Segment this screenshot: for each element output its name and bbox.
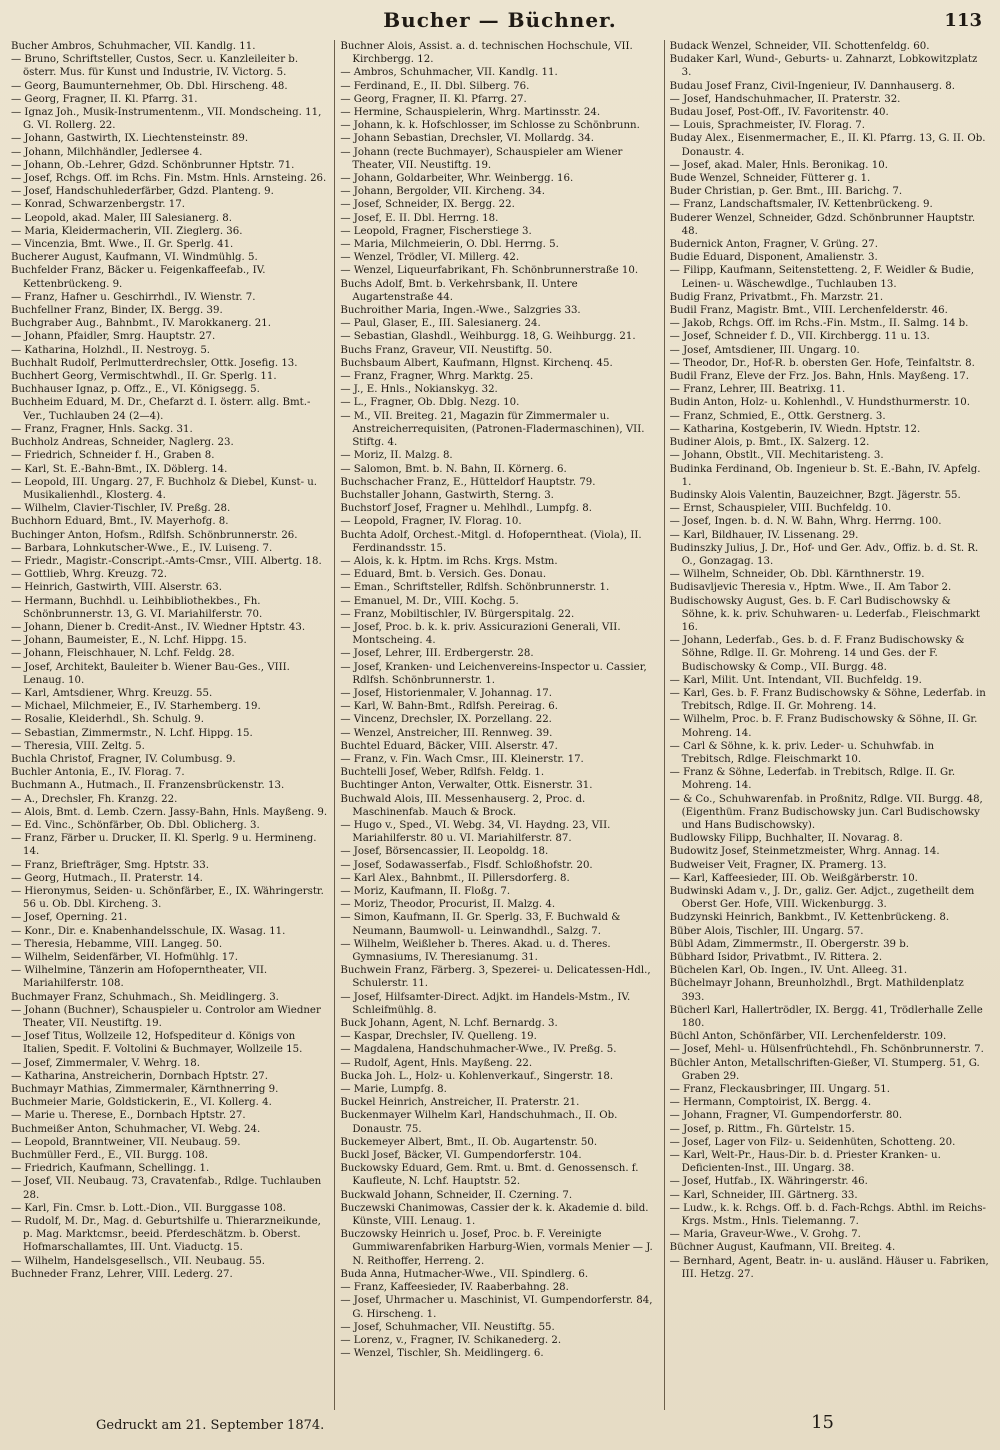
directory-entry: Buchwald Alois, III. Messenhauserg. 2, Proc. d. Maschinenfab. Mauch & Brock. (340, 793, 586, 818)
directory-entry: — Josef, Kranken- und Leichenvereins-Inspector u. Cassier, Rdlfsh. Schönbrunnerstr. 1. (340, 661, 647, 686)
directory-entry: Buchtel Eduard, Bäcker, VIII. Alserstr. 47. (340, 740, 558, 752)
directory-entry: — Franz, Fragner, Hnls. Sackg. 31. (11, 423, 193, 435)
directory-entry: — Maria, Milchmeierin, O. Dbl. Herrng. 5. (340, 239, 559, 251)
directory-entry: Büchl Anton, Schönfärber, VII. Lerchenfelderstr. 109. (669, 1031, 947, 1043)
directory-entry: — Theodor, Dr., Hof-R. b. obersten Ger. Hofe, Teinfaltstr. 8. (669, 357, 975, 369)
directory-entry: Bude Wenzel, Schneider, Fütterer g. 1. (669, 173, 871, 185)
directory-entry: — Franz, Fleckausbringer, III. Ungarg. 51. (669, 1084, 890, 1096)
page-number: 113 (944, 10, 982, 31)
directory-entry: — Josef, Mehl- u. Hülsenfrüchtehdl., Fh. Schönbrunnerstr. 7. (669, 1044, 984, 1056)
directory-entry: Buchla Christof, Fragner, IV. Columbusg. 9. (11, 753, 236, 765)
directory-entry: — Paul, Glaser, E., III. Salesianerg. 24. (340, 318, 541, 330)
directory-entry: — Josef, Architekt, Bauleiter b. Wiener Bau-Ges., VIII. Lenaug. 10. (11, 661, 290, 686)
directory-entry: — Franz, Briefträger, Smg. Hptstr. 33. (11, 859, 209, 871)
directory-entry: — Wilhelm, Seidenfärber, VI. Hofmühlg. 17. (11, 952, 238, 964)
directory-entry: — Karl Alex., Bahnbmt., II. Pillersdorferg. 8. (340, 872, 570, 884)
directory-entry: — Josef, Lager von Filz- u. Seidenhüten, Schotteng. 20. (669, 1136, 956, 1148)
directory-entry: — Johann, Pfaidler, Smrg. Hauptstr. 27. (11, 331, 216, 343)
directory-entry: — Josef, Operning. 21. (11, 912, 128, 924)
directory-entry: — Hermann, Comptoirist, IX. Bergg. 4. (669, 1097, 872, 1109)
directory-entry: — Friedrich, Schneider f. H., Graben 8. (11, 450, 215, 462)
running-head (8, 6, 992, 40)
directory-entry: — Magdalena, Handschuhmacher-Wwe., IV. Preßg. 5. (340, 1044, 617, 1056)
directory-entry: — Karl, Kaffeesieder, III. Ob. Weißgärberstr. 10. (669, 872, 918, 884)
directory-entry: Buchheim Eduard, M. Dr., Chefarzt d. I. österr. allg. Bmt.-Ver., Tuchlauben 24 (2—4). (11, 397, 311, 422)
directory-entry: — Franz, Fragner, Whrg. Marktg. 25. (340, 371, 534, 383)
directory-entry: — Friedr., Magistr.-Conscript.-Amts-Cmsr., VIII. Albertg. 18. (11, 555, 322, 567)
directory-entry: — Moriz, Theodor, Procurist, II. Malzg. 4. (340, 899, 556, 911)
directory-entry: Budweiser Veit, Fragner, IX. Pramerg. 13. (669, 859, 887, 871)
directory-entry: Buckwald Johann, Schneider, II. Czerning. 7. (340, 1189, 573, 1201)
directory-entry: Büchler Anton, Metallschriften-Gießer, VI. Stumperg. 51, G. Graben 29. (669, 1057, 980, 1082)
directory-entry: — Vincenz, Drechsler, IX. Porzellang. 22. (340, 714, 552, 726)
directory-entry: Buckowsky Eduard, Gem. Rmt. u. Bmt. d. Genossensch. f. Kaufleute, N. Lchf. Hauptstr. 52. (340, 1163, 639, 1188)
directory-entry: — Katharina, Anstreicherin, Dornbach Hptstr. 27. (11, 1070, 269, 1082)
directory-entry: Bücherl Karl, Hallertrödler, IX. Bergg. 41, Trödlerhalle Zelle 180. (669, 1004, 983, 1030)
directory-entry: Buckl Josef, Bäcker, VI. Gumpendorferstr. 104. (340, 1150, 582, 1162)
directory-entry: Buchroither Maria, Ingen.-Wwe., Salzgries 33. (340, 305, 581, 317)
directory-entry: — J., E. Hnls., Nokianskyg. 32. (340, 384, 498, 396)
directory-entry: — Rudolf, Agent, Hnls. Mayßeng. 22. (340, 1057, 533, 1069)
directory-entry: — Lorenz, v., Fragner, IV. Schikanederg. 2. (340, 1334, 562, 1346)
directory-entry: — Franz, Kaffeesieder, IV. Raaberbahng. 28. (340, 1282, 569, 1294)
directory-entry: Buchhauser Ignaz, p. Offz., E., VI. Königsegg. 5. (11, 384, 260, 396)
directory-entry: Buchfellner Franz, Binder, IX. Bergg. 39. (11, 305, 223, 317)
directory-entry: Budiner Alois, p. Bmt., IX. Salzerg. 12. (669, 437, 870, 449)
directory-entry: Buchmüller Ferd., E., VII. Burgg. 108. (11, 1150, 208, 1162)
directory-entry: — Josef, Sodawasserfab., Flsdf. Schloßhofstr. 20. (340, 859, 593, 871)
directory-entry: — Josef, Historienmaler, V. Johannag. 17. (340, 687, 552, 699)
directory-entry: — Alois, Bmt. d. Lemb. Czern. Jassy-Bahn, Hnls. Mayßeng. 9. (11, 806, 328, 818)
directory-entry: — Josef, akad. Maler, Hnls. Beronikag. 10. (669, 159, 888, 171)
directory-entry: — Franz, Lehrer, III. Beatrixg. 11. (669, 384, 846, 396)
directory-entry: — Simon, Kaufmann, II. Gr. Sperlg. 33, F. Buchwald & Neumann, Baumwoll- u. Leinwandhdl., Salzg. 7. (340, 912, 621, 937)
directory-entry: — Franz & Söhne, Lederfab. in Trebitsch, Rdlge. II. Gr. Mohreng. 14. (669, 767, 956, 792)
directory-entry: Buchsbaum Albert, Kaufmann, Hlgnst. Kirchenq. 45. (340, 357, 613, 369)
directory-entry: Budernick Anton, Fragner, V. Grüng. 27. (669, 239, 878, 251)
directory-entry: — Josef, Börsencassier, II. Leopoldg. 18. (340, 846, 549, 858)
directory-entry: — Salomon, Bmt. b. N. Bahn, II. Körnerg. 6. (340, 463, 567, 475)
directory-entry: — Leopold, Branntweiner, VII. Neubaug. 59. (11, 1136, 241, 1148)
directory-entry: — Karl, Schneider, III. Gärtnerg. 33. (669, 1189, 858, 1201)
directory-entry: Büchelmayr Johann, Breunholzhdl., Brgt. Mathildenplatz 393. (669, 978, 964, 1003)
directory-entry: Buchgraber Aug., Bahnbmt., IV. Marokkanerg. 21. (11, 318, 271, 330)
directory-entry: — Johann (Buchner), Schauspieler u. Controlor am Wiedner Theater, VII. Neustiftg. 19. (11, 1004, 321, 1030)
directory-entry: Bübhard Isidor, Privatbmt., IV. Rittera. 2. (669, 952, 883, 964)
directory-entry: — Heinrich, Gastwirth, VIII. Alserstr. 63. (11, 582, 222, 594)
directory-entry: — Franz, Färber u. Drucker, II. Kl. Sperlg. 9 u. Hermineng. 14. (11, 833, 317, 858)
directory-entry: — Johann, Goldarbeiter, Whr. Weinbergg. 16. (340, 173, 574, 185)
directory-entry: — Friedrich, Kaufmann, Schellingg. 1. (11, 1163, 210, 1175)
directory-entry: Buchta Adolf, Orchest.-Mitgl. d. Hofoperntheat. (Viola), II. Ferdinandsstr. 15. (340, 529, 642, 554)
directory-entry: — Moriz, II. Malzg. 8. (340, 450, 453, 462)
directory-entry: Budinsky Alois Valentin, Bauzeichner, Bzgt. Jägerstr. 55. (669, 489, 961, 501)
directory-entry: — Ernst, Schauspieler, VIII. Buchfeldg. 10. (669, 503, 892, 515)
directory-entry: — Josef, Handschuhlederfärber, Gdzd. Planteng. 9. (11, 186, 274, 198)
directory-entry: — Josef, p. Rittm., Fh. Gürtelstr. 15. (669, 1123, 855, 1135)
directory-entry: Buchtelli Josef, Weber, Rdlfsh. Feldg. 1. (340, 767, 545, 779)
directory-entry: — Sebastian, Glashdl., Weihburgg. 18, G. Weihburgg. 21. (340, 331, 636, 343)
directory-entry: — Johann, Fragner, VI. Gumpendorferstr. 80. (669, 1110, 903, 1122)
directory-entry: — Georg, Fragner, II. Kl. Pfarrg. 31. (11, 93, 198, 105)
directory-entry: — Johann, Bergolder, VII. Kircheng. 34. (340, 186, 545, 198)
directory-entry: — Maria, Kleidermacherin, VII. Zieglerg. 36. (11, 225, 243, 237)
directory-entry: — Louis, Sprachmeister, IV. Florag. 7. (669, 120, 865, 132)
directory-entry: Buchner Alois, Assist. a. d. technischen Hochschule, VII. Kirchbergg. 12. (340, 41, 633, 66)
directory-entry: Buchfelder Franz, Bäcker u. Feigenkaffeefab., IV. Kettenbrückeng. 9. (11, 265, 266, 290)
directory-entry: Buckemeyer Albert, Bmt., II. Ob. Augartenstr. 50. (340, 1136, 598, 1148)
directory-entry: — & Co., Schuhwarenfab. in Proßnitz, Rdlge. VII. Burgg. 48, (Eigenthüm. Franz Budischowsky jun. Carl Budischowsky und Hans Budischowsky). (669, 793, 983, 831)
directory-entry: Budin Anton, Holz- u. Kohlenhdl., V. Hundsthurmerstr. 10. (669, 397, 970, 409)
directory-entry: Budack Wenzel, Schneider, VII. Schottenfeldg. 60. (669, 41, 930, 52)
directory-entry: Büchelen Karl, Ob. Ingen., IV. Unt. Alleeg. 31. (669, 965, 908, 977)
directory-entry: — Theresia, VIII. Zeltg. 5. (11, 740, 145, 752)
directory-entry: — Ferdinand, E., II. Dbl. Silberg. 76. (340, 80, 530, 92)
directory-entry: — Ambros, Schuhmacher, VII. Kandlg. 11. (340, 67, 558, 79)
directory-entry: — Konrad, Schwarzenbergstr. 17. (11, 199, 185, 211)
directory-entry: Buck Johann, Agent, N. Lchf. Bernardg. 3. (340, 1018, 558, 1030)
directory-entry: — Karl, Ges. b. F. Franz Budischowsky & Söhne, Lederfab. in Trebitsch, Rdlge. II. Gr. Mohreng. 14. (669, 687, 986, 713)
directory-entry: — Johann, Obstlt., VII. Mechitaristeng. 3. (669, 450, 884, 462)
directory-entry: — Ignaz Joh., Musik-Instrumentenm., VII. Mondscheing. 11, G. VI. Rollerg. 22. (11, 107, 322, 132)
directory-entry: Buchmeier Marie, Goldstickerin, E., VI. Kollerg. 4. (11, 1097, 272, 1109)
directory-entry: — Johann, Baumeister, E., N. Lchf. Hippg. 15. (11, 635, 247, 647)
directory-entry: — Bruno, Schriftsteller, Custos, Secr. u. Kanzleileiter b. österr. Mus. für Kunst und Industrie, IV. Victorg. 5. (11, 54, 299, 79)
directory-entry: — Karl, Amtsdiener, Whrg. Kreuzg. 55. (11, 687, 213, 699)
directory-entry: — Josef, Hilfsamter-Direct. Adjkt. im Handels-Mstm., IV. Schleifmühlg. 8. (340, 991, 631, 1016)
directory-entry: — Hugo v., Sped., VI. Webg. 34, VI. Haydng. 23, VII. Mariahilferstr. 80 u. VI. Mariahilferstr. 87. (340, 819, 611, 845)
directory-entry: Buderer Wenzel, Schneider, Gdzd. Schönbrunner Hauptstr. 48. (669, 212, 976, 237)
directory-entry: — Johann, Milchhändler, Jedlersee 4. (11, 146, 203, 158)
directory-entry: — Emanuel, M. Dr., VIII. Kochg. 5. (340, 595, 519, 607)
directory-entry: — Johann Sebastian, Drechsler, VI. Mollardg. 34. (340, 133, 594, 145)
directory-entry: — Wilhelm, Schneider, Ob. Dbl. Kärnthnerstr. 19. (669, 569, 925, 581)
directory-entry: Budil Franz, Magistr. Bmt., VIII. Lerchenfelderstr. 46. (669, 305, 948, 317)
directory-entry: Buckenmayer Wilhelm Karl, Handschuhmach., II. Ob. Donaustr. 75. (340, 1110, 618, 1135)
directory-entry: — Karl, Bildhauer, IV. Lissenang. 29. (669, 529, 859, 541)
directory-entry: — Josef, Proc. b. k. k. priv. Assicurazioni Generali, VII. Montscheing. 4. (340, 621, 621, 647)
directory-entry: — Wilhelm, Weißleher b. Theres. Akad. u. d. Theres. Gymnasiums, IV. Theresianumg. 31. (340, 938, 611, 964)
directory-entry: — Eman., Schriftsteller, Rdlfsh. Schönbrunnerstr. 1. (340, 582, 610, 594)
directory-entry: Buczowsky Heinrich u. Josef, Proc. b. F. Vereinigte Gummiwarenfabriken Harburg-Wien, vormals Menier — J. N. Reithoffer, Herreng. 2. (340, 1229, 653, 1267)
directory-entry: — Filipp, Kaufmann, Seitenstetteng. 2, F. Weidler & Budie, Leinen- u. Wäschewdlge., Tuchlauben 13. (669, 265, 975, 290)
directory-entry: — Josef, Ingen. b. d. N. W. Bahn, Whrg. Herrng. 100. (669, 516, 942, 528)
directory-entry: — Wenzel, Tischler, Sh. Meidlingerg. 6. (340, 1348, 544, 1360)
directory-entry: Budowitz Josef, Steinmetzmeister, Whrg. Annag. 14. (669, 846, 940, 858)
directory-entry: — Georg, Fragner, II. Kl. Pfarrg. 27. (340, 93, 527, 105)
directory-entry: — Rudolf, M. Dr., Mag. d. Geburtshilfe u. Thierarzneikunde, p. Mag. Marktcmsr., beeid. Pferdeschätzm. b. Oberst. Hofmarschallamtes, III. Unt. Viaductg. 15. (11, 1216, 321, 1254)
directory-entry: Buchmeißer Anton, Schuhmacher, VI. Webg. 24. (11, 1123, 261, 1135)
directory-entry: — Wenzel, Anstreicher, III. Rennweg. 39. (340, 727, 553, 739)
directory-entry: Bucherer August, Kaufmann, VI. Windmühlg. 5. (11, 252, 258, 264)
directory-columns (6, 40, 994, 1410)
directory-entry: — Johann, Gastwirth, IX. Liechtensteinstr. 89. (11, 133, 249, 145)
directory-entry: — Josef, Zimmermaler, V. Wehrg. 18. (11, 1057, 200, 1069)
directory-entry: — Franz, Hafner u. Geschirrhdl., IV. Wienstr. 7. (11, 291, 256, 303)
directory-entry: — Josef, Uhrmacher u. Maschinist, VI. Gumpendorferstr. 84, G. Hirscheng. 1. (340, 1295, 653, 1320)
directory-entry: Buchler Antonia, E., IV. Florag. 7. (11, 767, 185, 779)
directory-entry: — Ed. Vinc., Schönfärber, Ob. Dbl. Oblicherg. 3. (11, 819, 260, 831)
directory-entry: — Sebastian, Zimmermstr., N. Lchf. Hippg. 15. (11, 727, 253, 739)
directory-entry: — Theresia, Hebamme, VIII. Langeg. 50. (11, 938, 223, 950)
directory-entry: Buchholz Andreas, Schneider, Naglerg. 23. (11, 437, 234, 449)
directory-entry: — Konr., Dir. e. Knabenhandelsschule, IX. Wasag. 11. (11, 925, 286, 937)
directory-entry: Buchwein Franz, Färberg. 3, Spezerei- u. Delicatessen-Hdl., Schulerstr. 11. (340, 965, 651, 990)
directory-entry: — Leopold, Fragner, Fischerstiege 3. (340, 225, 532, 237)
directory-entry: — Johann (recte Buchmayer), Schauspieler am Wiener Theater, VII. Neustiftg. 19. (340, 146, 623, 171)
directory-entry: — Wilhelm, Handelsgesellsch., VII. Neubaug. 55. (11, 1255, 266, 1267)
directory-entry: Budinka Ferdinand, Ob. Ingenieur b. St. E.-Bahn, IV. Apfelg. 1. (669, 463, 981, 488)
directory-entry: — Michael, Milchmeier, E., IV. Starhemberg. 19. (11, 701, 261, 713)
directory-entry: Budig Franz, Privatbmt., Fh. Marzstr. 21. (669, 291, 884, 303)
directory-entry: — Wilhelm, Proc. b. F. Franz Budischowsky & Söhne, II. Gr. Mohreng. 14. (669, 714, 978, 739)
directory-entry: Bucher Ambros, Schuhmacher, VII. Kandlg. 11. (11, 41, 256, 52)
directory-entry: Buder Christian, p. Ger. Bmt., III. Barichg. 7. (669, 186, 903, 198)
directory-entry: Buchtinger Anton, Verwalter, Ottk. Eisnerstr. 31. (340, 780, 593, 792)
directory-entry: Buchs Franz, Graveur, VII. Neustiftg. 50. (340, 344, 553, 356)
page-footer (6, 1412, 994, 1442)
directory-entry: — Bernhard, Agent, Beatr. in- u. ausländ. Häuser u. Fabriken, III. Hetzg. 27. (669, 1255, 989, 1280)
directory-entry: — Jakob, Rchgs. Off. im Rchs.-Fin. Mstm., II. Salmg. 14 b. (669, 318, 969, 330)
directory-entry: Buday Alex., Eisenmermacher, E., II. Kl. Pfarrg. 13, G. II. Ob. Donaustr. 4. (669, 133, 986, 158)
directory-entry: — A., Drechsler, Fh. Kranzg. 22. (11, 793, 178, 805)
directory-entry: Buchhalt Rudolf, Perlmutterdrechsler, Ottk. Josefig. 13. (11, 357, 298, 369)
directory-entry: Buchstaller Johann, Gastwirth, Sterng. 3. (340, 489, 554, 501)
directory-entry: — Johann, k. k. Hofschlosser, im Schlosse zu Schönbrunn. (340, 120, 640, 132)
directory-entry: — Katharina, Kostgeberin, IV. Wiedn. Hptstr. 12. (669, 423, 921, 435)
directory-entry: — M., VII. Breiteg. 21, Magazin für Zimmermaler u. Anstreicherrequisiten, (Patronen-Fladermaschinen), VII. Stiftg. 4. (340, 410, 645, 449)
directory-entry: — Wenzel, Liqueurfabrikant, Fh. Schönbrunnerstraße 10. (340, 265, 639, 277)
directory-entry: Budau Josef, Post-Off., IV. Favoritenstr. 40. (669, 107, 889, 119)
directory-entry: Buczewski Chanimowas, Cassier der k. k. Akademie d. bild. Künste, VIII. Lenaug. 1. (340, 1202, 649, 1228)
directory-entry: — Franz, v. Fin. Wach Cmsr., III. Kleinerstr. 17. (340, 753, 584, 765)
directory-entry: Buchinger Anton, Hofsm., Rdlfsh. Schönbrunnerstr. 26. (11, 529, 298, 541)
directory-entry: — Leopold, Fragner, IV. Florag. 10. (340, 516, 522, 528)
directory-entry: — Marie, Lumpfg. 8. (340, 1084, 447, 1096)
directory-entry: — Johann, Fleischhauer, N. Lchf. Feldg. 28. (11, 648, 235, 660)
directory-entry: — Karl, W. Bahn-Bmt., Rdlfsh. Pereirag. 6. (340, 701, 559, 713)
directory-entry: — Josef, Amtsdiener, III. Ungarg. 10. (669, 344, 860, 356)
directory-entry: — Leopold, akad. Maler, III Salesianerg. 8. (11, 212, 232, 224)
column-1 (6, 40, 335, 1410)
directory-entry: Büchner August, Kaufmann, VII. Breiteg. 4. (669, 1242, 896, 1254)
directory-entry: — Gottlieb, Whrg. Kreuzg. 72. (11, 569, 167, 581)
directory-entry: Buchschacher Franz, E., Hütteldorf Hauptstr. 79. (340, 476, 596, 488)
directory-entry: — Josef, Schneider, IX. Bergg. 22. (340, 199, 515, 211)
directory-entry: Budwinski Adam v., J. Dr., galiz. Ger. Adjct., zugetheilt dem Oberst Ger. Hofe, VIII. Wickenburgg. 3. (669, 886, 975, 911)
directory-entry: — Carl & Söhne, k. k. priv. Leder- u. Schuhwfab. in Trebitsch, Rdlge. Fleischmarkt 10. (669, 740, 935, 765)
directory-entry: — Georg, Hutmach., II. Praterstr. 14. (11, 872, 203, 884)
directory-entry: — Josef, Rchgs. Off. im Rchs. Fin. Mstm. Hnls. Arnsteing. 26. (11, 173, 327, 185)
directory-entry: Budischowsky August, Ges. b. F. Carl Budischowsky & Söhne, k. k. priv. Schuhwaren- u. Lederfab., Fleischmarkt 16. (669, 595, 980, 633)
directory-entry: — Barbara, Lohnkutscher-Wwe., E., IV. Luiseng. 7. (11, 542, 273, 554)
directory-entry: — Rosalie, Kleiderhdl., Sh. Schulg. 9. (11, 714, 204, 726)
sheet-signature: 15 (811, 1412, 834, 1433)
directory-entry: Budinszky Julius, J. Dr., Hof- und Ger. Adv., Offiz. b. d. St. R. O., Gonzagag. 13. (669, 542, 979, 567)
directory-entry: — Josef, Schneider f. D., VII. Kirchbergg. 11 u. 13. (669, 331, 930, 343)
column-3 (665, 40, 994, 1410)
directory-entry: — Franz, Mobiltischler, IV. Bürgerspitalg. 22. (340, 608, 575, 620)
directory-entry: — Josef, Handschuhmacher, II. Praterstr. 32. (669, 93, 901, 105)
directory-entry: — Kaspar, Drechsler, IV. Quelleng. 19. (340, 1031, 537, 1043)
directory-entry: Buchmayer Franz, Schuhmach., Sh. Meidlingerg. 3. (11, 991, 279, 1003)
directory-entry: — Josef, E. II. Dbl. Herrng. 18. (340, 212, 499, 224)
directory-entry: — Moriz, Kaufmann, II. Floßg. 7. (340, 886, 511, 897)
directory-entry: — Josef, Lehrer, III. Erdbergerstr. 28. (340, 648, 534, 660)
directory-entry: — Josef, Hutfab., IX. Währingerstr. 46. (669, 1176, 868, 1188)
directory-entry: — Josef Titus, Wollzeile 12, Hofspediteur d. Königs von Italien, Spedit. F. Voltolini & Buchmayer, Wollzeile 15. (11, 1031, 303, 1056)
directory-entry: — Hermine, Schauspielerin, Whrg. Martinsstr. 24. (340, 107, 601, 119)
directory-entry: Buda Anna, Hutmacher-Wwe., VII. Spindlerg. 6. (340, 1268, 589, 1280)
directory-entry: — Johann, Diener b. Credit-Anst., IV. Wiedner Hptstr. 43. (11, 621, 306, 633)
directory-entry: Budzynski Heinrich, Bankbmt., IV. Kettenbrückeng. 8. (669, 912, 950, 924)
directory-entry: Budisavljevic Theresia v., Hptm. Wwe., II. Am Tabor 2. (669, 582, 952, 594)
directory-entry: — Josef, VII. Neubaug. 73, Cravatenfab., Rdlge. Tuchlauben 28. (11, 1176, 322, 1201)
directory-entry: Buchs Adolf, Bmt. b. Verkehrsbank, II. Untere Augartenstraße 44. (340, 278, 578, 303)
directory-entry: Bübl Adam, Zimmermstr., II. Obergerstr. 39 b. (669, 938, 910, 950)
directory-entry: Buckel Heinrich, Anstreicher, II. Praterstr. 21. (340, 1097, 580, 1109)
directory-entry: — Karl, Welt-Pr., Haus-Dir. b. d. Priester Kranken- u. Deficienten-Inst., III. Ungarg. 38. (669, 1150, 941, 1175)
directory-entry: — L., Fragner, Ob. Dblg. Nezg. 10. (340, 397, 520, 409)
directory-entry: — Georg, Baumunternehmer, Ob. Dbl. Hirscheng. 48. (11, 80, 288, 92)
directory-entry: — Leopold, III. Ungarg. 27, F. Buchholz & Diebel, Kunst- u. Musikalienhdl., Klosterg. 4. (11, 476, 318, 501)
directory-entry: — Karl, St. E.-Bahn-Bmt., IX. Döblerg. 14. (11, 463, 228, 475)
directory-entry: Büber Alois, Tischler, III. Ungarg. 57. (669, 925, 864, 937)
directory-entry: Bucka Joh. L., Holz- u. Kohlenverkauf., Singerstr. 18. (340, 1070, 614, 1082)
directory-entry: — Hieronymus, Seiden- u. Schönfärber, E., IX. Währingerstr. 56 u. Ob. Dbl. Kircheng. 3. (11, 886, 324, 911)
directory-entry: Buchstorf Josef, Fragner u. Mehlhdl., Lumpfg. 8. (340, 503, 592, 515)
directory-entry: — Wilhelm, Clavier-Tischler, IV. Preßg. 28. (11, 503, 231, 515)
directory-entry: — Alois, k. k. Hptm. im Rchs. Krgs. Mstm. (340, 555, 558, 567)
print-date-note: Gedruckt am 21. September 1874. (96, 1418, 325, 1433)
directory-entry: — Eduard, Bmt. b. Versich. Ges. Donau. (340, 569, 547, 581)
directory-entry: — Hermann, Buchhdl. u. Leihbibliothekbes., Fh. Schönbrunnerstr. 13, G. VI. Mariahilferstr. 70. (11, 595, 263, 620)
directory-entry: Budil Franz, Eleve der Frz. Jos. Bahn, Hnls. Mayßeng. 17. (669, 371, 969, 383)
directory-entry: Budie Eduard, Disponent, Amalienstr. 3. (669, 252, 878, 264)
directory-entry: — Marie u. Therese, E., Dornbach Hptstr. 27. (11, 1110, 246, 1122)
page-title: Bucher — Büchner. (383, 8, 617, 32)
directory-entry: Buchhert Georg, Vermischtwhdl., II. Gr. Sperlg. 11. (11, 371, 277, 383)
directory-entry: Budaker Karl, Wund-, Geburts- u. Zahnarzt, Lobkowitzplatz 3. (669, 54, 978, 79)
directory-entry: Buchhorn Eduard, Bmt., IV. Mayerhofg. 8. (11, 516, 229, 528)
directory-entry: — Wenzel, Trödler, VI. Millerg. 42. (340, 252, 520, 264)
directory-entry: Budau Josef Franz, Civil-Ingenieur, IV. Dannhauserg. 8. (669, 80, 956, 92)
directory-entry: — Johann, Lederfab., Ges. b. d. F. Franz Budischowsky & Söhne, Rdlge. II. Gr. Mohreng. 14 und Ges. der F. Budischowsky & Comp., VII. Burgg. 48. (669, 635, 965, 673)
directory-entry: — Ludw., k. k. Rchgs. Off. b. d. Fach-Rchgs. Abthl. im Reichs-Krgs. Mstm., Hnls. Tielemanng. 7. (669, 1202, 986, 1228)
directory-entry: — Karl, Fin. Cmsr. b. Lott.-Dion., VII. Burggasse 108. (11, 1202, 286, 1214)
directory-entry: — Katharina, Holzhdl., II. Nestroyg. 5. (11, 344, 211, 356)
directory-entry: — Franz, Schmied, E., Ottk. Gerstnerg. 3. (669, 410, 886, 422)
directory-entry: Budlowsky Filipp, Buchhalter, II. Novarag. 8. (669, 833, 903, 845)
directory-entry: Buchneder Franz, Lehrer, VIII. Lederg. 27. (11, 1268, 233, 1280)
directory-entry: Buchmann A., Hutmach., II. Franzensbrückenstr. 13. (11, 780, 285, 792)
directory-entry: — Wilhelmine, Tänzerin am Hofoperntheater, VII. Mariahilferstr. 108. (11, 965, 268, 990)
directory-entry: — Maria, Graveur-Wwe., V. Grohg. 7. (669, 1229, 861, 1241)
column-2 (335, 40, 664, 1410)
directory-entry: — Franz, Landschaftsmaler, IV. Kettenbrückeng. 9. (669, 199, 933, 211)
directory-entry: Buchmayr Mathias, Zimmermaler, Kärnthnerring 9. (11, 1084, 279, 1096)
directory-entry: — Vincenzia, Bmt. Wwe., II. Gr. Sperlg. 41. (11, 239, 234, 251)
directory-entry: — Karl, Milit. Unt. Intendant, VII. Buchfeldg. 19. (669, 674, 922, 686)
directory-entry: — Josef, Schuhmacher, VII. Neustiftg. 55. (340, 1321, 555, 1333)
directory-entry: — Johann, Ob.-Lehrer, Gdzd. Schönbrunner Hptstr. 71. (11, 159, 295, 171)
